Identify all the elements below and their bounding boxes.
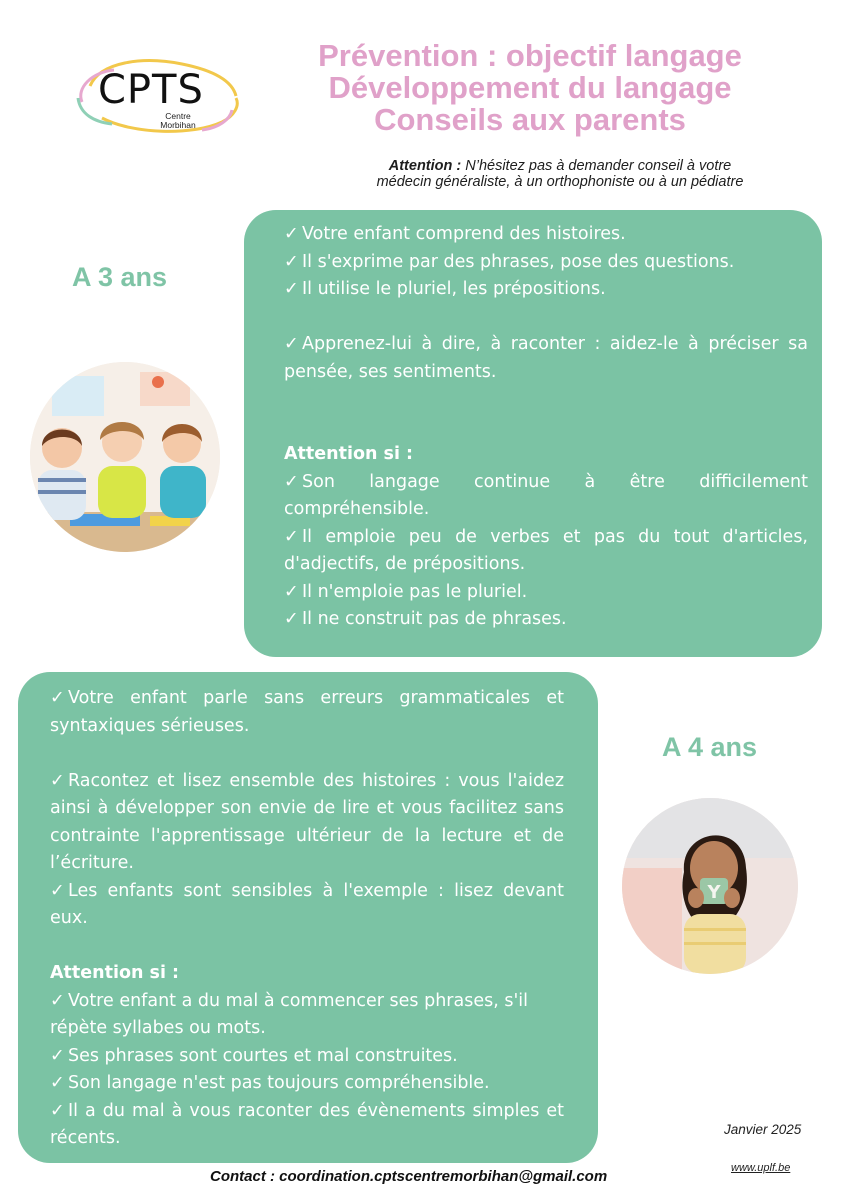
- check-icon: ✓: [284, 471, 299, 492]
- publication-date: Janvier 2025: [724, 1122, 802, 1137]
- check-icon: ✓: [50, 688, 65, 708]
- logo-subtitle: [148, 112, 208, 130]
- advice-item: [50, 878, 564, 933]
- svg-text:Y: Y: [707, 882, 721, 903]
- note-line-1: N’hésitez pas à demander conseil à votre: [461, 158, 732, 174]
- logo-sub-line2: Morbihan: [160, 120, 196, 130]
- children-photo: [30, 362, 220, 552]
- check-icon: ✓: [50, 990, 65, 1011]
- contact-email[interactable]: Contact : coordination.cptscentremorbihan@gmail.com: [210, 1168, 608, 1185]
- advice-text: Apprenez-lui à dire, à raconter : aidez-le à préciser sa pensée, ses sentiments.: [284, 334, 808, 382]
- check-icon: ✓: [284, 334, 299, 354]
- check-icon: ✓: [50, 880, 65, 901]
- check-icon: ✓: [50, 1073, 65, 1093]
- attention-item: [284, 606, 808, 634]
- attention-item: [50, 1098, 564, 1153]
- item-text: Votre enfant comprend des histoires.: [302, 224, 626, 244]
- spacer: [284, 304, 808, 332]
- list-item: [284, 221, 808, 249]
- attention-text: Il ne construit pas de phrases.: [302, 609, 567, 629]
- title-line-1: Prévention : objectif langage: [318, 38, 742, 73]
- item-text: Il utilise le pluriel, les prépositions.: [302, 279, 606, 299]
- spacer: [50, 933, 564, 961]
- check-icon: ✓: [50, 770, 65, 791]
- attention-text: Ses phrases sont courtes et mal construites.: [68, 1045, 458, 1066]
- check-icon: ✓: [284, 224, 299, 244]
- spacer: [284, 386, 808, 441]
- intro-text: Votre enfant parle sans erreurs grammaticales et syntaxiques sérieuses.: [50, 688, 564, 736]
- attention-text: Votre enfant a du mal à commencer ses phrases, s'il répète syllabes ou mots.: [50, 990, 528, 1038]
- check-icon: ✓: [284, 581, 299, 602]
- website-link[interactable]: www.uplf.be: [731, 1162, 791, 1174]
- advice-item: [50, 768, 564, 878]
- item-text: Il s'exprime par des phrases, pose des questions.: [302, 251, 735, 272]
- note-label: Attention :: [388, 158, 462, 174]
- cpts-logo: [72, 58, 242, 136]
- attention-text: Il emploie peu de verbes et pas du tout d'articles, d'adjectifs, de prépositions.: [284, 526, 808, 574]
- girl-photo: [622, 798, 798, 974]
- attention-note: [320, 158, 800, 190]
- spacer: [50, 740, 564, 768]
- attention-item: [50, 988, 564, 1043]
- list-item: [284, 276, 808, 304]
- advice-text: Les enfants sont sensibles à l'exemple : lisez devant eux.: [50, 880, 564, 928]
- check-icon: ✓: [284, 526, 299, 547]
- attention-text: Il n'emploie pas le pluriel.: [302, 581, 528, 602]
- list-item: [284, 249, 808, 277]
- children-drawing-icon: [30, 362, 220, 552]
- attention-item: [50, 1070, 564, 1098]
- attention-heading: Attention si :: [50, 963, 180, 983]
- logo-sub-line1: Centre: [165, 111, 191, 121]
- age-label-3: A 3 ans: [72, 262, 168, 292]
- check-icon: ✓: [50, 1100, 65, 1121]
- advice-item: [284, 331, 808, 386]
- intro-item: [50, 685, 564, 740]
- attention-item: [50, 1043, 564, 1071]
- title-line-3: Conseils aux parents: [374, 102, 686, 137]
- check-icon: ✓: [284, 279, 299, 299]
- age-label-4: A 4 ans: [662, 732, 758, 762]
- card-3-years: [244, 210, 822, 657]
- attention-heading: Attention si :: [284, 444, 414, 464]
- check-icon: ✓: [50, 1045, 65, 1066]
- attention-text: Son langage n'est pas toujours compréhensible.: [68, 1073, 490, 1093]
- page-title: [270, 40, 790, 136]
- logo-text: CPTS: [98, 67, 204, 113]
- check-icon: ✓: [284, 251, 299, 272]
- note-line-2: médecin généraliste, à un orthophoniste ou à un pédiatre: [376, 174, 744, 190]
- attention-text: Son langage continue à être difficilement compréhensible.: [284, 471, 808, 519]
- attention-item: [284, 469, 808, 524]
- card-4-years: [18, 672, 598, 1163]
- attention-text: Il a du mal à vous raconter des évènements simples et récents.: [50, 1100, 564, 1148]
- check-icon: ✓: [284, 609, 299, 629]
- advice-text: Racontez et lisez ensemble des histoires : vous l'aidez ainsi à développer son envie de lire et vous facilitez sans contrainte l'apprentissage ultérieur de la lecture et de l’écriture.: [50, 770, 564, 873]
- title-line-2: Développement du langage: [328, 70, 732, 105]
- girl-with-block-icon: [622, 798, 798, 974]
- attention-item: [284, 579, 808, 607]
- attention-item: [284, 524, 808, 579]
